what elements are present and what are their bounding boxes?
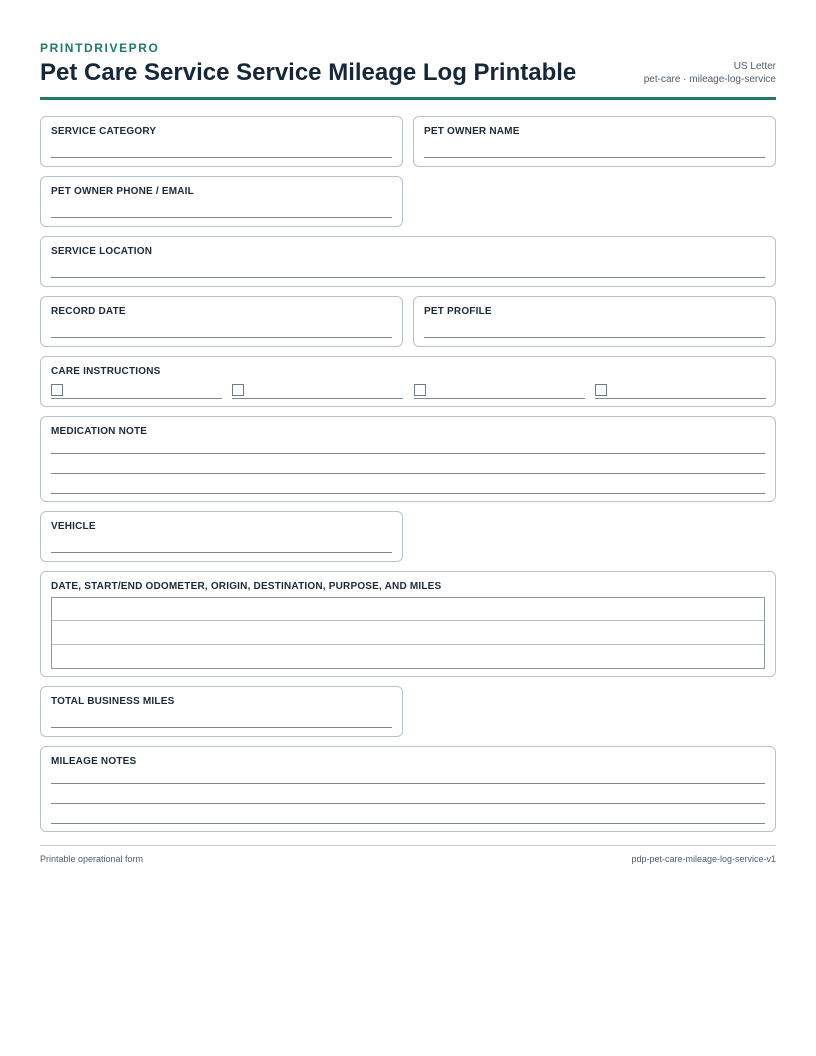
care-option-2[interactable] — [232, 383, 403, 399]
checkbox[interactable] — [414, 384, 426, 396]
write-line[interactable] — [51, 473, 765, 474]
write-line — [51, 398, 222, 399]
pet-owner-contact-field[interactable] — [40, 176, 403, 227]
page-title: Pet Care Service Service Mileage Log Printable — [40, 59, 577, 86]
service-category-field[interactable] — [40, 116, 403, 167]
table-row[interactable] — [52, 646, 764, 669]
write-line[interactable] — [51, 157, 392, 158]
write-line[interactable] — [51, 277, 765, 278]
care-instructions-label: CARE INSTRUCTIONS — [51, 366, 161, 377]
write-line[interactable] — [51, 552, 392, 553]
pet-owner-name-field[interactable] — [413, 116, 776, 167]
paper-size: US Letter — [733, 61, 776, 72]
footer-form-id: pdp-pet-care-mileage-log-service-v1 — [631, 854, 776, 864]
write-line — [232, 398, 403, 399]
pet-profile-field[interactable] — [413, 296, 776, 347]
care-option-4[interactable] — [595, 383, 766, 399]
write-line[interactable] — [51, 823, 765, 824]
trip-log-label: DATE, START/END ODOMETER, ORIGIN, DESTINATION, PURPOSE, AND MILES — [51, 581, 442, 592]
write-line[interactable] — [51, 453, 765, 454]
write-line[interactable] — [424, 337, 765, 338]
table-row[interactable] — [52, 622, 764, 645]
vehicle-field[interactable] — [40, 511, 403, 562]
care-option-1[interactable] — [51, 383, 222, 399]
pet-owner-name-label: PET OWNER NAME — [424, 126, 520, 137]
total-business-miles-label: TOTAL BUSINESS MILES — [51, 696, 175, 707]
medication-note-label: MEDICATION NOTE — [51, 426, 148, 437]
service-category-label: SERVICE CATEGORY — [51, 126, 157, 137]
trip-log-field — [40, 571, 776, 677]
write-line[interactable] — [51, 783, 765, 784]
service-location-label: SERVICE LOCATION — [51, 246, 153, 257]
write-line[interactable] — [51, 803, 765, 804]
form-slug: pet-care · mileage-log-service — [643, 74, 776, 85]
medication-note-field[interactable] — [40, 416, 776, 502]
checkbox[interactable] — [232, 384, 244, 396]
form-footer — [40, 845, 776, 864]
form-header — [40, 40, 776, 100]
header-meta — [644, 60, 776, 86]
pet-owner-contact-label: PET OWNER PHONE / EMAIL — [51, 186, 194, 197]
table-row[interactable] — [52, 598, 764, 621]
write-line — [595, 398, 766, 399]
form-page — [40, 40, 776, 767]
write-line[interactable] — [51, 217, 392, 218]
service-location-field[interactable] — [40, 236, 776, 287]
footer-description: Printable operational form — [40, 854, 144, 864]
brand-name: PRINTDRIVEPRO — [40, 41, 160, 55]
pet-profile-label: PET PROFILE — [424, 306, 492, 317]
write-line[interactable] — [51, 337, 392, 338]
mileage-notes-label: MILEAGE NOTES — [51, 756, 137, 767]
write-line — [414, 398, 585, 399]
record-date-label: RECORD DATE — [51, 306, 126, 317]
record-date-field[interactable] — [40, 296, 403, 347]
trip-log-table — [51, 597, 765, 669]
care-instructions-field — [40, 356, 776, 407]
vehicle-label: VEHICLE — [51, 521, 96, 532]
total-business-miles-field[interactable] — [40, 686, 403, 737]
checkbox[interactable] — [595, 384, 607, 396]
write-line[interactable] — [424, 157, 765, 158]
mileage-notes-field[interactable] — [40, 746, 776, 832]
checkbox[interactable] — [51, 384, 63, 396]
care-option-3[interactable] — [414, 383, 585, 399]
write-line[interactable] — [51, 493, 765, 494]
write-line[interactable] — [51, 727, 392, 728]
